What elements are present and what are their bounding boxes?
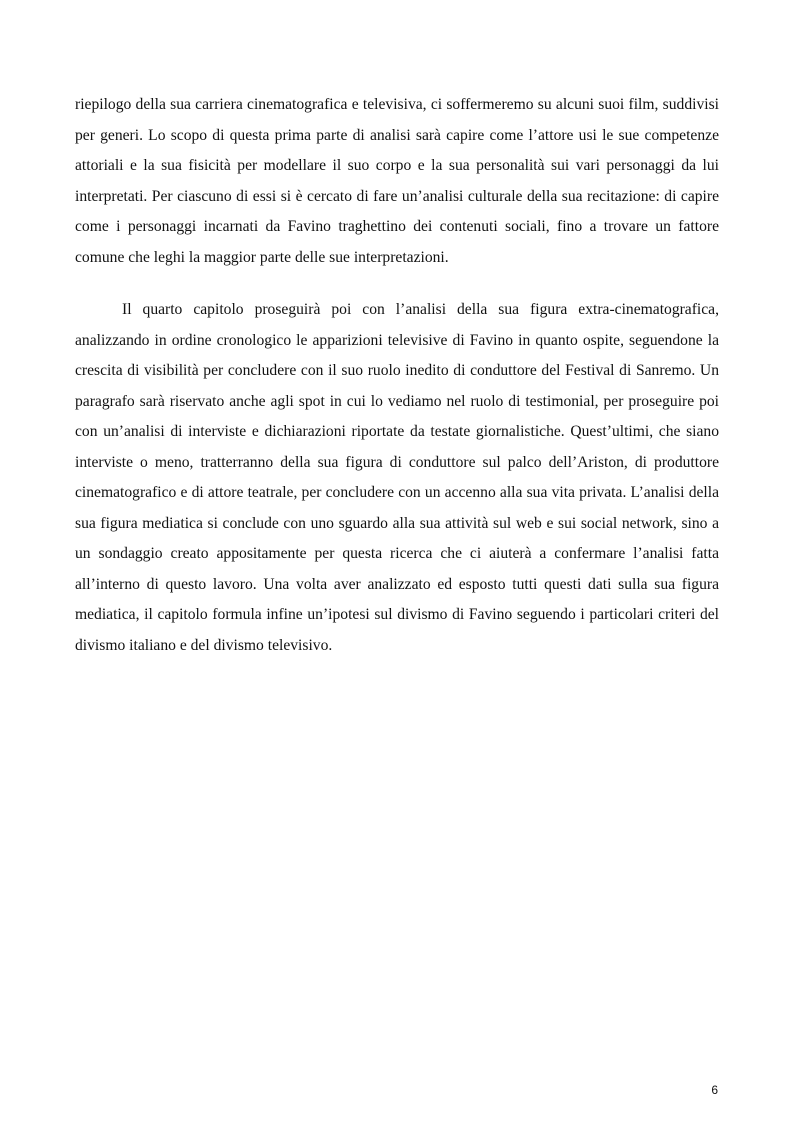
paragraph-career-summary: riepilogo della sua carriera cinematografica e televisiva, ci soffermeremo su alcuni suoi film, suddivisi per generi. Lo scopo di questa prima parte di analisi sarà capire come l’attore usi le sue competenze attoriali e la sua fisicità per modellare il suo corpo e la sua personalità sui vari personaggi da lui interpretati. Per ciascuno di essi si è cercato di fare un’analisi culturale della sua recitazione: di capire come i personaggi incarnati da Favino traghettino dei contenuti sociali, fino a trovare un fattore comune che leghi la maggior parte delle sue interpretazioni.: [75, 96, 719, 266]
paragraph-fourth-chapter: Il quarto capitolo proseguirà poi con l’analisi della sua figura extra-cinematografica, analizzando in ordine cronologico le apparizioni televisive di Favino in quanto ospite, seguendone la crescita di visibilità per concludere con il suo ruolo inedito di conduttore del Festival di Sanremo. Un paragrafo sarà riservato anche agli spot in cui lo vediamo nel ruolo di testimonial, per proseguire poi con un’analisi di interviste e dichiarazioni riportate da testate giornalistiche. Quest’ultimi, che siano interviste o meno, tratterranno della sua figura di conduttore sul palco dell’Ariston, di produttore cinematografico e di attore teatrale, per concludere con un accenno alla sua vita privata. L’analisi della sua figura mediatica si conclude con uno sguardo alla sua attività sul web e sui social network, sino a un sondaggio creato appositamente per questa ricerca che ci aiuterà a confermare l’analisi fatta all’interno di questo lavoro. Una volta aver analizzato ed esposto tutti questi dati sulla sua figura mediatica, il capitolo formula infine un’ipotesi sul divismo di Favino seguendo i particolari criteri del divismo italiano e del divismo televisivo.: [75, 301, 719, 654]
page-number: 6: [711, 1083, 718, 1097]
body-text: [75, 90, 719, 661]
